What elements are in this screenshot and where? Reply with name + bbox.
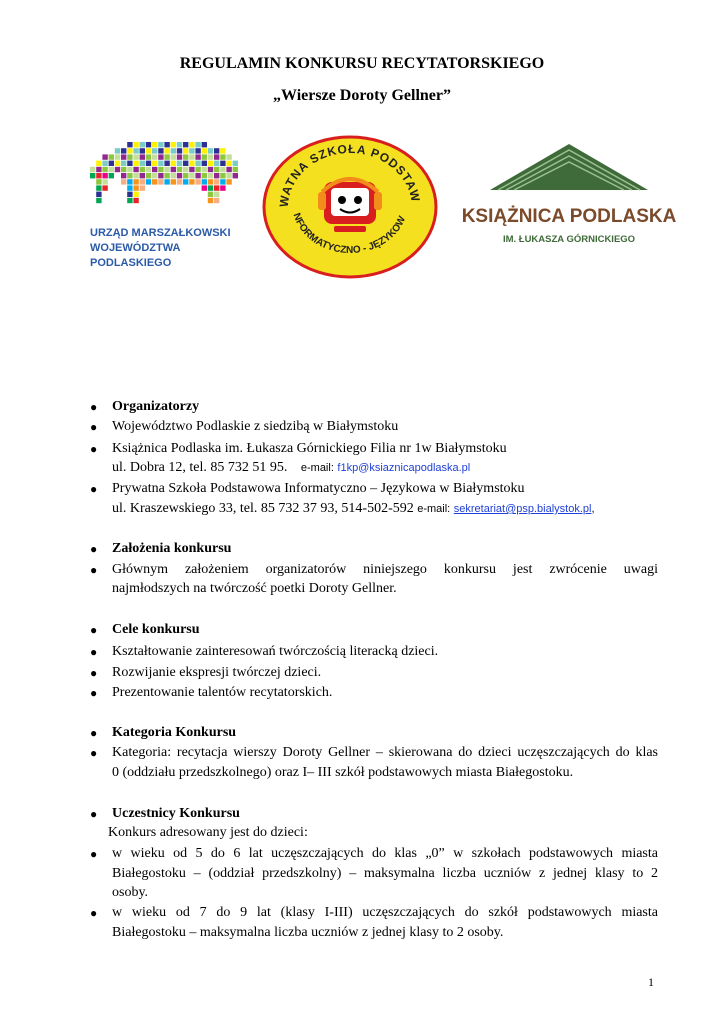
- goal-item-3: Prezentowanie talentów recytatorskich.: [112, 685, 333, 700]
- organizer-item-2: Książnica Podlaska im. Łukasza Górnickiego Filia nr 1w Białymstoku: [112, 441, 507, 456]
- category-line-2: 0 (oddziału przedszkolnego) oraz I– III szkół podstawowych miasta Białegostoku.: [112, 765, 574, 780]
- document-subtitle: „Wiersze Doroty Gellner”: [272, 87, 452, 104]
- email-ksiaznica[interactable]: f1kp@ksiaznicapodlaska.pl: [337, 462, 471, 474]
- organizer-item-3: Prywatna Szkoła Podstawowa Informatyczno – Językowa w Białymstoku: [112, 481, 525, 496]
- participants-b-line-1: w wieku od 7 do 9 lat (klasy I-III) uczęszczających do szkół podstawowych miasta: [112, 905, 658, 920]
- bullet-icon: ●: [90, 563, 98, 577]
- organizer-item-3-addr-text: ul. Kraszewskiego 33, tel. 85 732 37 93, 514-502-592: [112, 501, 414, 516]
- bullet-icon: ●: [90, 442, 98, 456]
- participants-b-line-2: Białegostoku – maksymalna liczba uczniów z jednej klasy to 2 osoby.: [112, 925, 504, 940]
- organizers-heading: Organizatorzy: [112, 399, 200, 414]
- goals-heading: Cele konkursu: [112, 622, 200, 637]
- organizer-item-1: Województwo Podlaskie z siedzibą w Białymstoku: [112, 419, 399, 434]
- bullet-icon: ●: [90, 666, 98, 680]
- bullet-icon: ●: [90, 847, 98, 861]
- bullet-icon: ●: [90, 906, 98, 920]
- category-heading: Kategoria Konkursu: [112, 725, 237, 740]
- organizer-item-2-addr-text: ul. Dobra 12, tel. 85 732 51 95.: [112, 460, 288, 475]
- book-roof-icon: [461, 138, 677, 268]
- email-psp-link[interactable]: sekretariat@psp.bialystok.pl: [453, 503, 592, 515]
- urzad-marszalkowski-logo: [86, 138, 246, 278]
- participants-a-line-3: osoby.: [112, 885, 149, 900]
- urzad-line3: PODLASKIEGO: [90, 257, 172, 269]
- ksiaznica-name: KSIĄŻNICA PODLASKA: [461, 206, 677, 227]
- bullet-icon: ●: [90, 420, 98, 434]
- bison-pixel-icon: [86, 138, 246, 278]
- goal-item-1: Kształtowanie zainteresowań twórczością literacką dzieci.: [112, 644, 439, 659]
- bullet-icon: ●: [90, 482, 98, 496]
- participants-a-line-2: Białegostoku – (oddział przedszkolny) – maksymalna liczba uczniów z jednej klasy to 2: [112, 866, 658, 881]
- ksiaznica-podlaska-logo: [461, 138, 677, 268]
- psp-emblem-icon: [260, 130, 440, 280]
- bullet-icon: ●: [90, 807, 98, 821]
- category-line-1: Kategoria: recytacja wierszy Doroty Gellner – skierowana do dzieci uczęszczających do klas: [112, 745, 658, 760]
- ksiaznica-subtitle: IM. ŁUKASZA GÓRNICKIEGO: [502, 234, 636, 245]
- email-label: e-mail:: [417, 503, 451, 515]
- assumptions-heading: Założenia konkursu: [112, 541, 232, 556]
- participants-a-line-1: w wieku od 5 do 6 lat uczęszczających do klas „0” w szkołach podstawowych miasta: [112, 846, 658, 861]
- bullet-icon: ●: [90, 746, 98, 760]
- document-title: REGULAMIN KONKURSU RECYTATORSKIEGO: [179, 55, 545, 72]
- participants-heading: Uczestnicy Konkursu: [112, 806, 240, 821]
- psp-bottom-arc-text: NFORMATYCZNO - JĘZYKOW: [290, 211, 408, 257]
- urzad-line2: WOJEWÓDZTWA: [90, 242, 181, 254]
- bullet-icon: ●: [90, 623, 98, 637]
- bullet-icon: ●: [90, 686, 98, 700]
- urzad-line1: URZĄD MARSZAŁKOWSKI: [90, 227, 231, 239]
- trailing-comma: ,: [591, 503, 595, 515]
- organizer-item-3-address: [112, 500, 595, 518]
- participants-intro: Konkurs adresowany jest do dzieci:: [108, 825, 308, 840]
- bullet-icon: ●: [90, 400, 98, 414]
- bullet-icon: ●: [90, 542, 98, 556]
- psp-school-logo: [260, 130, 440, 280]
- goal-item-2: Rozwijanie ekspresji twórczej dzieci.: [112, 665, 322, 680]
- bullet-icon: ●: [90, 726, 98, 740]
- email-label: e-mail:: [300, 462, 334, 474]
- assumptions-line-1: Głównym założeniem organizatorów niniejszego konkursu jest zwrócenie uwagi: [112, 562, 658, 577]
- organizer-item-2-address: [112, 459, 470, 477]
- bullet-icon: ●: [90, 645, 98, 659]
- assumptions-line-2: najmłodszych na twórczość poetki Doroty Gellner.: [112, 581, 397, 596]
- page-number: 1: [648, 975, 654, 989]
- psp-top-arc-text: WATNA SZKOŁA PODSTAW: [276, 141, 423, 208]
